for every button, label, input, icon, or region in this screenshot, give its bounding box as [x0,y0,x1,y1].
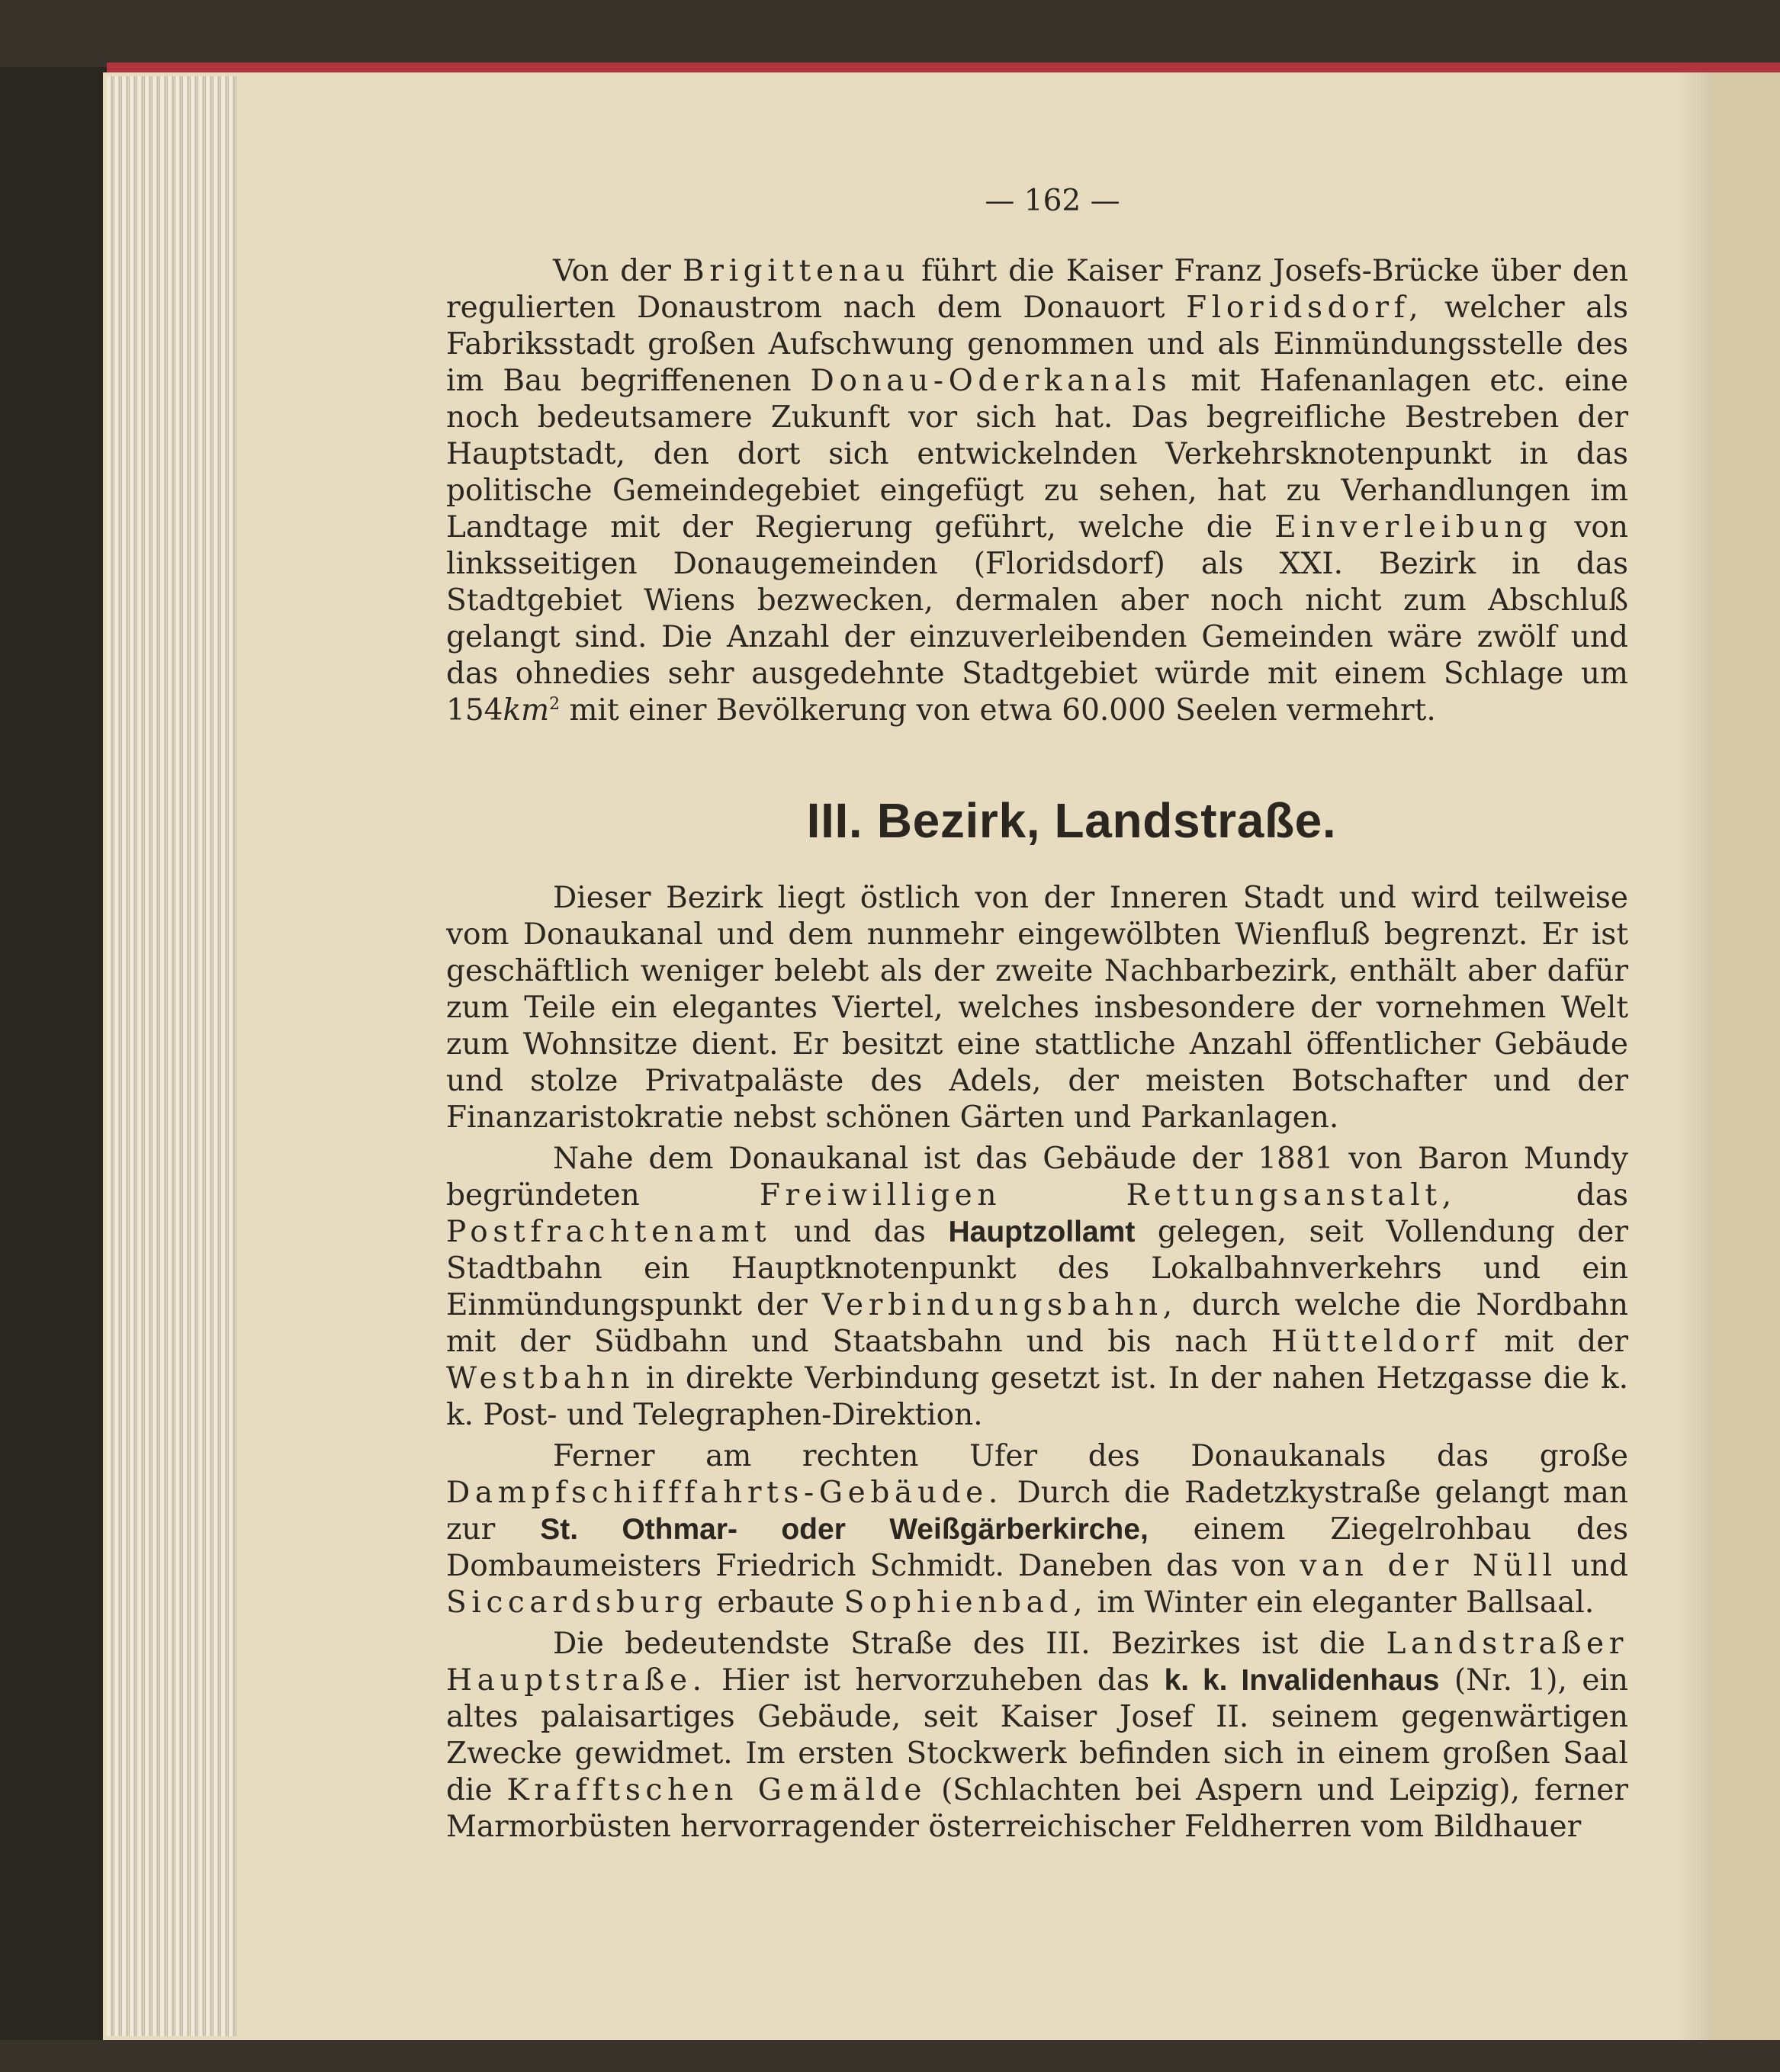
spaced-term: Floridsdorf, [1186,291,1424,325]
text-run: das [1576,1178,1628,1213]
spaced-term: Dampfschifffahrts-Gebäude. [446,1476,1003,1510]
text-run: Von der [553,254,671,288]
text-run: welcher als Fabriksstadt großen Aufschwung genommen und als Einmündungsstelle des im Bau begriffenenen [446,291,1628,398]
bold-term: Hauptzollamt [948,1216,1136,1248]
paragraph-4 [446,1626,1628,1846]
text-run: (Schlachten bei Aspern und Leipzig), ferner Marmorbüsten hervorragender österreichischer Feldherren vom Bildhauer [446,1773,1628,1844]
text-run: erbaute [717,1585,835,1620]
text-run: im Winter ein eleganter Ballsaal. [1097,1585,1595,1620]
text-run: Ferner am rechten Ufer des Donaukanals das große [553,1439,1628,1473]
text-run: mit Hafenanlagen etc. eine noch bedeutsamere Zukunft vor sich hat. Das begreifliche Bestreben der Hauptstadt, den dort sich entwickelnden Verkehrsknotenpunkt in das politische Gemeindegebiet eingefügt zu sehen, hat zu Verhandlungen im Landtage mit der Regierung geführt, welche die [446,364,1628,545]
spaced-term: Freiwilligen Rettungsanstalt, [759,1178,1457,1213]
text-run: einem Ziegelrohbau des Dombaumeisters Friedrich Schmidt. Daneben das von [446,1512,1628,1583]
scan-background-top [0,0,1780,67]
text-run: durch welche die Nordbahn mit der Südbahn und Staatsbahn und bis nach [446,1288,1628,1359]
text-run: führt die Kaiser Franz Josefs-Brücke über den regulierten Donaustrom nach dem Donauort [446,254,1628,325]
text-run: und [1570,1549,1629,1583]
text-run: in direkte Verbindung gesetzt ist. In der nahen Hetzgasse die k. k. Post- und Telegraphen-Direktion. [446,1361,1628,1432]
spaced-term: van der Nüll [1300,1549,1557,1583]
text-run: und das [793,1215,926,1249]
spaced-term: Krafftschen Gemälde [506,1773,927,1807]
spaced-term: Sophienbad, [843,1585,1088,1620]
page-number: — 162 — [985,184,1120,218]
spaced-term: Donau-Oderkanals [810,364,1172,398]
scan-background-bottom [0,2040,1780,2072]
spaced-term: Postfrachtenamt [446,1215,772,1249]
unit-exponent: 2 [549,695,561,714]
spaced-term: Brigittenau [683,254,911,288]
spaced-term: Hütteldorf [1271,1325,1480,1359]
section-heading: III. Bezirk, Landstraße. [806,793,1337,848]
spaced-term: Landstraßer Hauptstraße. [446,1627,1628,1698]
facing-page-strip [1712,72,1780,2072]
spaced-term: Westbahn [446,1361,635,1396]
page-edges-stack [107,76,236,2036]
text-run: mit einer Bevölkerung von etwa 60.000 Seelen vermehrt. [569,693,1436,728]
unit-km: km [503,693,550,728]
text-run: Durch die Radetzkystraße gelangt man zur [446,1476,1628,1547]
text-run: mit der [1504,1325,1628,1359]
paragraph-1: Dieser Bezirk liegt östlich von der Inneren Stadt und wird teilweise vom Donaukanal und dem nunmehr eingewölbten Wienfluß begrenzt. Er ist geschäftlich weniger belebt als der zweite Nachbarbezirk, enthält aber dafür zum Teile ein elegantes Viertel, welches insbesondere der vornehmen Welt zum Wohnsitze dient. Er besitzt eine stattliche Anzahl öffentlicher Gebäude und stolze Privatpaläste des Adels, der meisten Botschafter und der Finanzaristokratie nebst schönen Gärten und Parkanlagen. [446,881,1628,1135]
text-run: Hier ist hervorzuheben das [721,1663,1150,1698]
bold-term: St. Othmar- oder Weißgärberkirche, [540,1513,1149,1546]
page-content [446,183,1628,1846]
text-run: Die bedeutendste Straße des III. Bezirkes ist die [553,1627,1366,1661]
text-run: von linksseitigen Donaugemeinden (Floridsdorf) als XXI. Bezirk in das Stadtgebiet Wiens bezwecken, dermalen aber noch nicht zum Abschluß gelangt sind. Die Anzahl der einzuverleibenden Gemeinden wäre zwölf und das ohnedies sehr ausgedehnte Stadtgebiet würde mit einem Schlage um 154 [446,510,1628,728]
spaced-term: Verbindungsbahn, [821,1288,1178,1322]
spaced-term: Einverleibung [1274,510,1553,545]
text-run: (Nr. 1), ein altes palaisartiges Gebäude, seit Kaiser Josef II. seinem gegenwärtigen Zwecke gewidmet. Im ersten Stockwerk befinden sich in einem großen Saal die [446,1663,1628,1807]
bold-term: k. k. Invalidenhaus [1164,1664,1440,1697]
intro-paragraph [446,253,1628,729]
text-run: Nahe dem Donaukanal ist das Gebäude der 1881 von Baron Mundy begründeten [446,1142,1628,1213]
paragraph-2 [446,1141,1628,1434]
page-gutter-shadow [1678,72,1712,2040]
text-run: gelegen, seit Vollendung der Stadtbahn ein Hauptknotenpunkt des Lokalbahnverkehrs und ein Einmündungspunkt der [446,1215,1628,1322]
paragraph-3 [446,1438,1628,1621]
spaced-term: Siccardsburg [446,1585,708,1620]
